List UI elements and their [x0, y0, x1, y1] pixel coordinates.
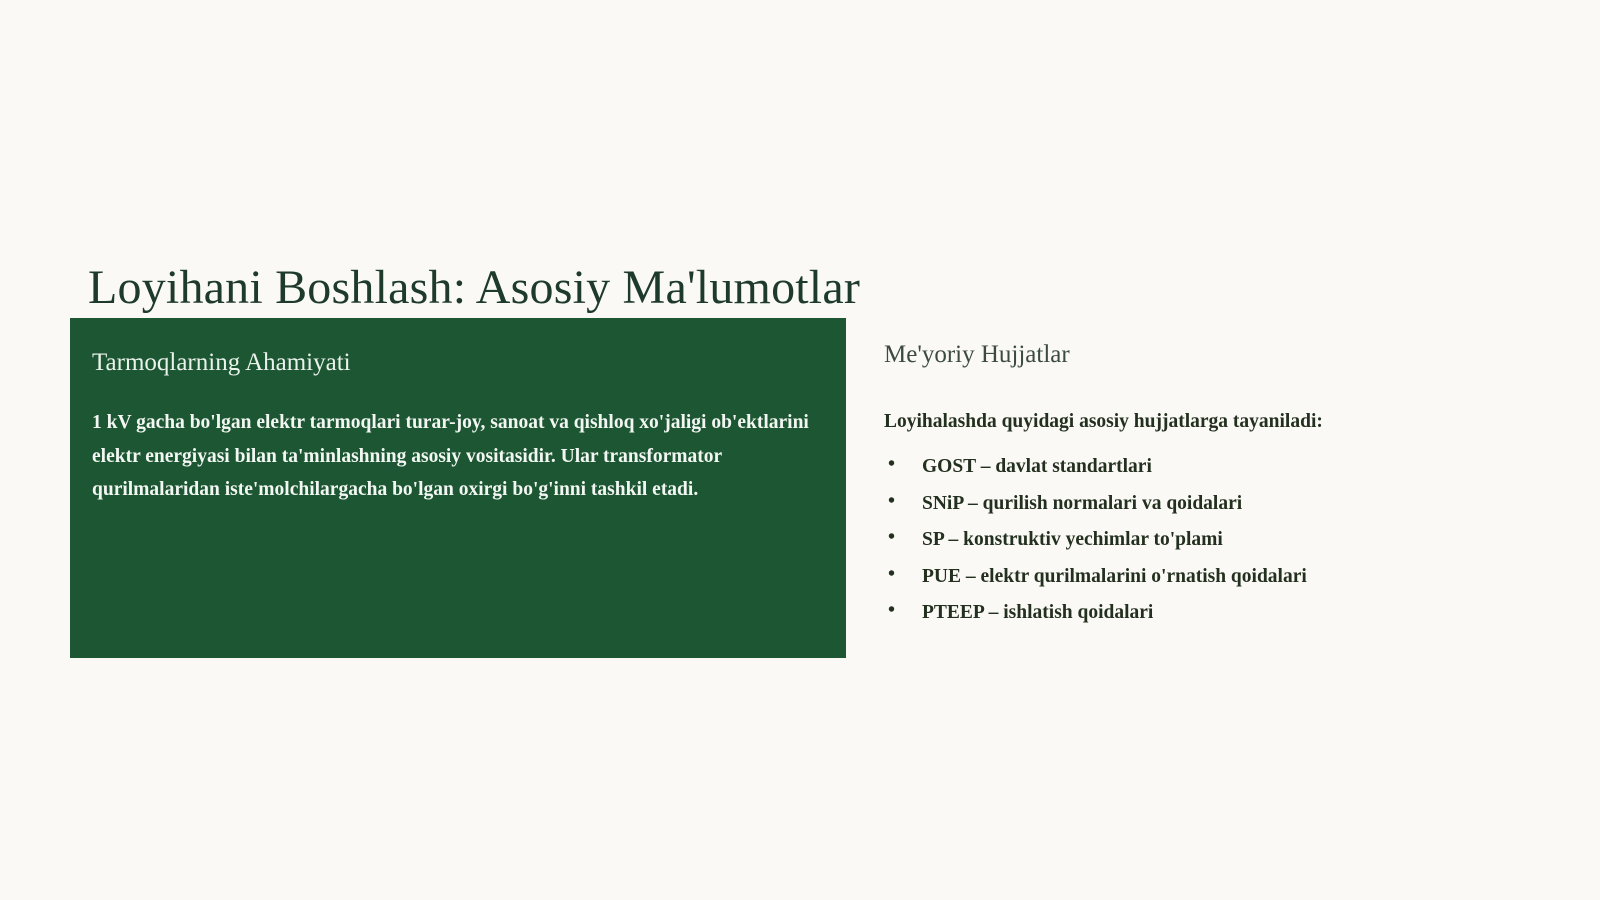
importance-card-body: 1 kV gacha bo'lgan elektr tarmoqlari turar-joy, sanoat va qishloq xo'jaligi ob'ektlarini elektr energiyasi bilan ta'minlashning asosiy vositasidir. Ular transformator qurilmalaridan iste'molchilargacha bo'lgan oxirgi bo'g'inni tashkil etadi.	[92, 412, 809, 501]
bullet-icon: •	[888, 489, 896, 512]
normative-documents-list	[884, 453, 1524, 624]
list-item	[884, 453, 1524, 478]
page-title: Loyihani Boshlash: Asosiy Ma'lumotlar	[88, 261, 861, 315]
bullet-icon: •	[888, 562, 896, 585]
list-item-label: PTEEP – ishlatish qoidalari	[922, 602, 1154, 624]
list-item	[884, 526, 1524, 551]
importance-card	[70, 318, 846, 658]
list-item-label: SP – konstruktiv yechimlar to'plami	[922, 529, 1223, 551]
bullet-icon: •	[888, 526, 896, 549]
bullet-icon: •	[888, 599, 896, 622]
list-item-label: GOST – davlat standartlari	[922, 456, 1152, 478]
normative-documents-section	[884, 340, 1524, 640]
list-item-label: PUE – elektr qurilmalarini o'rnatish qoidalari	[922, 565, 1307, 587]
normative-documents-heading: Me'yoriy Hujjatlar	[884, 341, 1070, 368]
normative-documents-intro: Loyihalashda quyidagi asosiy hujjatlarga tayaniladi:	[884, 411, 1323, 432]
list-item-label: SNiP – qurilish normalari va qoidalari	[922, 492, 1243, 514]
list-item	[884, 562, 1524, 587]
importance-card-heading: Tarmoqlarning Ahamiyati	[92, 349, 351, 376]
list-item	[884, 599, 1524, 624]
list-item	[884, 489, 1524, 514]
bullet-icon: •	[888, 453, 896, 476]
